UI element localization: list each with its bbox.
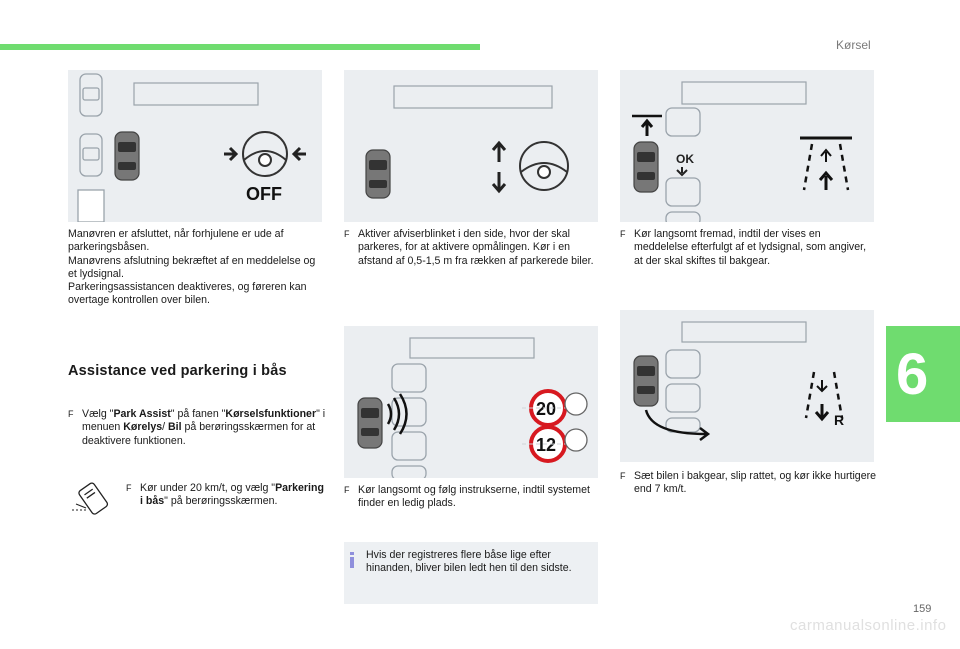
bullet-marker: F (68, 409, 74, 419)
footer-watermark: carmanualsonline.info (790, 617, 947, 634)
info-note (344, 542, 598, 604)
col3-bullet-1 (620, 228, 876, 268)
figure-parking-off (68, 70, 322, 222)
figure-reverse-into-bay (620, 310, 874, 462)
reverse-path-arrow-icon (646, 410, 708, 440)
sensor-waves-icon (388, 394, 407, 434)
col3-bullet-2 (620, 470, 876, 497)
touchscreen-hand-icon (70, 478, 116, 518)
bullet-text: Kør langsomt og følg instrukserne, indtil systemet finder en ledig plads. (358, 484, 590, 510)
col1-intro (68, 228, 326, 308)
chapter-tab: 6 (886, 326, 960, 422)
intro-line-2: Manøvrens afslutning bekræftet af en meddelelse og et lydsignal. (68, 254, 316, 280)
bullet-marker: F (620, 229, 626, 239)
forward-arrow-icon (642, 121, 652, 136)
off-label: OFF (246, 184, 282, 204)
col1-bullet-2 (126, 482, 326, 509)
bullet-marker: F (344, 229, 350, 239)
car-parked-icon (78, 74, 104, 222)
info-icon (350, 552, 354, 568)
intro-line-1: Manøvren er afsluttet, når forhjulene er ude af parkeringsbåsen. (68, 228, 284, 254)
bullet-text: Sæt bilen i bakgear, slip rattet, og kør ikke hurtigere end 7 km/t. (634, 470, 877, 496)
sensor-beam-icon (800, 138, 852, 190)
car-icon (634, 356, 658, 406)
car-icon (115, 132, 139, 180)
driving-functions-label: Kørselsfunktioner (225, 408, 317, 420)
up-down-arrows-icon (493, 143, 505, 191)
car-icon (366, 150, 390, 198)
section-title: Kørsel (836, 38, 871, 52)
bullet-text: Kør langsomt fremad, indtil der vises en meddelelse efterfulgt af et lydsignal, som angiver, at der skal skiftes til bakgear. (634, 228, 867, 267)
lights-label: Kørelys (123, 421, 163, 434)
car-label: Bil (168, 421, 182, 434)
figure-bay-found (620, 70, 874, 222)
park-assist-label: Park Assist (113, 408, 171, 420)
col2-bullet-2 (344, 484, 600, 511)
bullet-text: Vælg "Park Assist" på fanen "Kørselsfunktioner" i menuen Kørelys/ Bil på berøringsskærmen for at deaktivere funktionen. (82, 408, 326, 447)
page-number: 159 (913, 603, 932, 615)
ok-label: OK (676, 152, 694, 166)
note-text: Hvis der registreres flere båse lige efter hinanden, bliver bilen ledt hen til den sidste. (366, 549, 572, 575)
bay-parking-label: Parkering i bås (140, 482, 324, 508)
figure-speed-guidance (344, 326, 598, 478)
car-icon (634, 142, 658, 192)
bullet-marker: F (126, 483, 132, 493)
col2-bullet-1 (344, 228, 600, 268)
bullet-text: Aktiver afviserblinket i den side, hvor der skal parkeres, for at aktivere opmålingen. Kør i en afstand af 0,5-1,5 m fra rækken af parkerede biler. (358, 228, 594, 267)
steering-wheel-icon (520, 142, 568, 190)
svg-text:20: 20 (536, 399, 557, 419)
figure-activate-indicator (344, 70, 598, 222)
intro-line-3: Parkeringsassistancen deaktiveres, og føreren kan overtage kontrollen over bilen. (68, 281, 307, 307)
svg-text:12: 12 (536, 435, 557, 455)
steering-wheel-icon (565, 393, 587, 451)
header-accent-bar (0, 44, 480, 50)
car-parked-icon (666, 350, 700, 432)
bullet-marker: F (620, 471, 626, 481)
bullet-marker: F (344, 485, 350, 495)
col1-bullet-1 (68, 408, 326, 448)
steering-wheel-icon (243, 132, 287, 176)
car-icon (358, 398, 382, 448)
bullet-text: Kør under 20 km/t, og vælg "Parkering i bås" på berøringsskærmen. (140, 482, 324, 508)
section-heading: Assistance ved parkering i bås (68, 363, 287, 379)
reverse-label: R (834, 412, 845, 428)
